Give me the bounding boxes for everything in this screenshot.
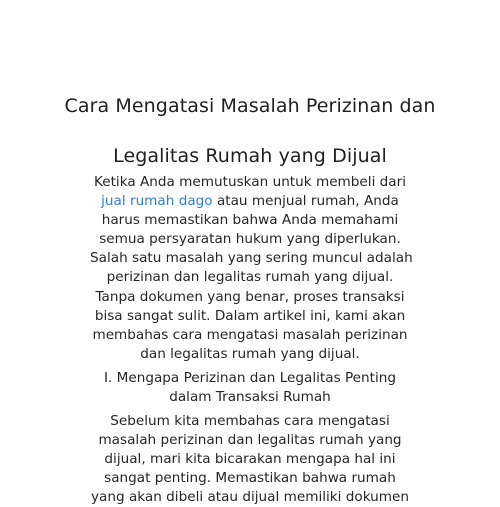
intro-line-6: perizinan dan legalitas rumah yang dijual. [106, 269, 394, 286]
intro-line-8: bisa sangat sulit. Dalam artikel ini, kami akan [94, 307, 406, 324]
intro-line-1: Ketika Anda memutuskan untuk membeli dari [94, 174, 406, 190]
section-paragraph [90, 412, 410, 507]
intro-paragraph [90, 173, 413, 364]
intro-line-2-text: atau menjual rumah, Anda [216, 193, 399, 210]
article-title-line-1: Cara Mengatasi Masalah Perizinan dan [64, 95, 436, 117]
intro-line-10: dan legalitas rumah yang dijual. [140, 345, 360, 362]
section-heading [90, 369, 410, 407]
section-paragraph-line-4: sangat penting. Memastikan bahwa rumah [104, 470, 396, 487]
intro-line-7: Tanpa dokumen yang benar, proses transaksi [95, 288, 405, 305]
article-title-line-2: Legalitas Rumah yang Dijual [113, 145, 387, 167]
section-heading-line-2: dalam Transaksi Rumah [169, 389, 331, 406]
intro-line-2 [90, 192, 410, 211]
section-paragraph-line-5: yang akan dibeli atau dijual memiliki dokumen [91, 489, 409, 506]
section-paragraph-line-3: dijual, mari kita bicarakan mengapa hal ini [104, 451, 396, 468]
intro-line-4: semua persyaratan hukum yang diperlukan. [99, 231, 401, 248]
jual-rumah-dago-link[interactable]: jual rumah dago [101, 193, 213, 210]
intro-line-3: harus memastikan bahwa Anda memahami [101, 212, 399, 229]
intro-line-5: Salah satu masalah yang sering muncul adalah [90, 250, 413, 267]
section-heading-line-1: I. Mengapa Perizinan dan Legalitas Penting [103, 370, 397, 386]
section-paragraph-line-1: Sebelum kita membahas cara mengatasi [110, 413, 390, 429]
section-paragraph-line-2: masalah perizinan dan legalitas rumah yang [98, 432, 402, 449]
intro-line-9: membahas cara mengatasi masalah perizinan [92, 326, 408, 343]
